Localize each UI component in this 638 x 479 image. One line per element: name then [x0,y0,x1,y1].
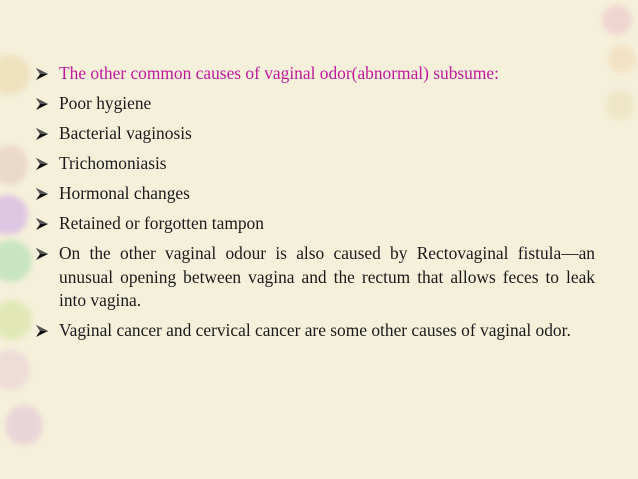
bullet-text: On the other vaginal odour is also caused by Rectovaginal fistula—an unusual opening between vagina and the rectum that allows feces to leak into vagina. [59,243,595,310]
bullet-item [35,182,595,206]
bullet-item [35,242,595,313]
bullet-item [35,152,595,176]
bullet-list [35,62,595,349]
decorative-bubble [0,195,28,235]
bullet-item [35,319,595,343]
arrow-bullet-icon [35,127,49,141]
bullet-text: Bacterial vaginosis [59,123,192,143]
arrow-bullet-icon [35,324,49,338]
arrow-bullet-icon [35,157,49,171]
bullet-text: Trichomoniasis [59,153,167,173]
bullet-item [35,122,595,146]
bullet-item [35,62,595,86]
decorative-bubble [602,5,632,35]
decorative-bubble [5,405,43,445]
bullet-text: Vaginal cancer and cervical cancer are some other causes of vaginal odor. [59,320,571,340]
bullet-text: Poor hygiene [59,93,152,113]
decorative-bubble [0,145,28,185]
decorative-bubble [608,45,636,73]
decorative-bubble [0,240,32,282]
arrow-bullet-icon [35,247,49,261]
bullet-text: The other common causes of vaginal odor(abnormal) subsume: [59,63,499,83]
decorative-bubble [0,55,30,95]
decorative-bubble [606,90,634,120]
bullet-item [35,212,595,236]
bullet-text: Hormonal changes [59,183,190,203]
bullet-text: Retained or forgotten tampon [59,213,264,233]
arrow-bullet-icon [35,67,49,81]
decorative-bubble [0,300,32,340]
arrow-bullet-icon [35,217,49,231]
decorative-bubble [0,350,30,390]
arrow-bullet-icon [35,187,49,201]
bullet-item [35,92,595,116]
arrow-bullet-icon [35,97,49,111]
